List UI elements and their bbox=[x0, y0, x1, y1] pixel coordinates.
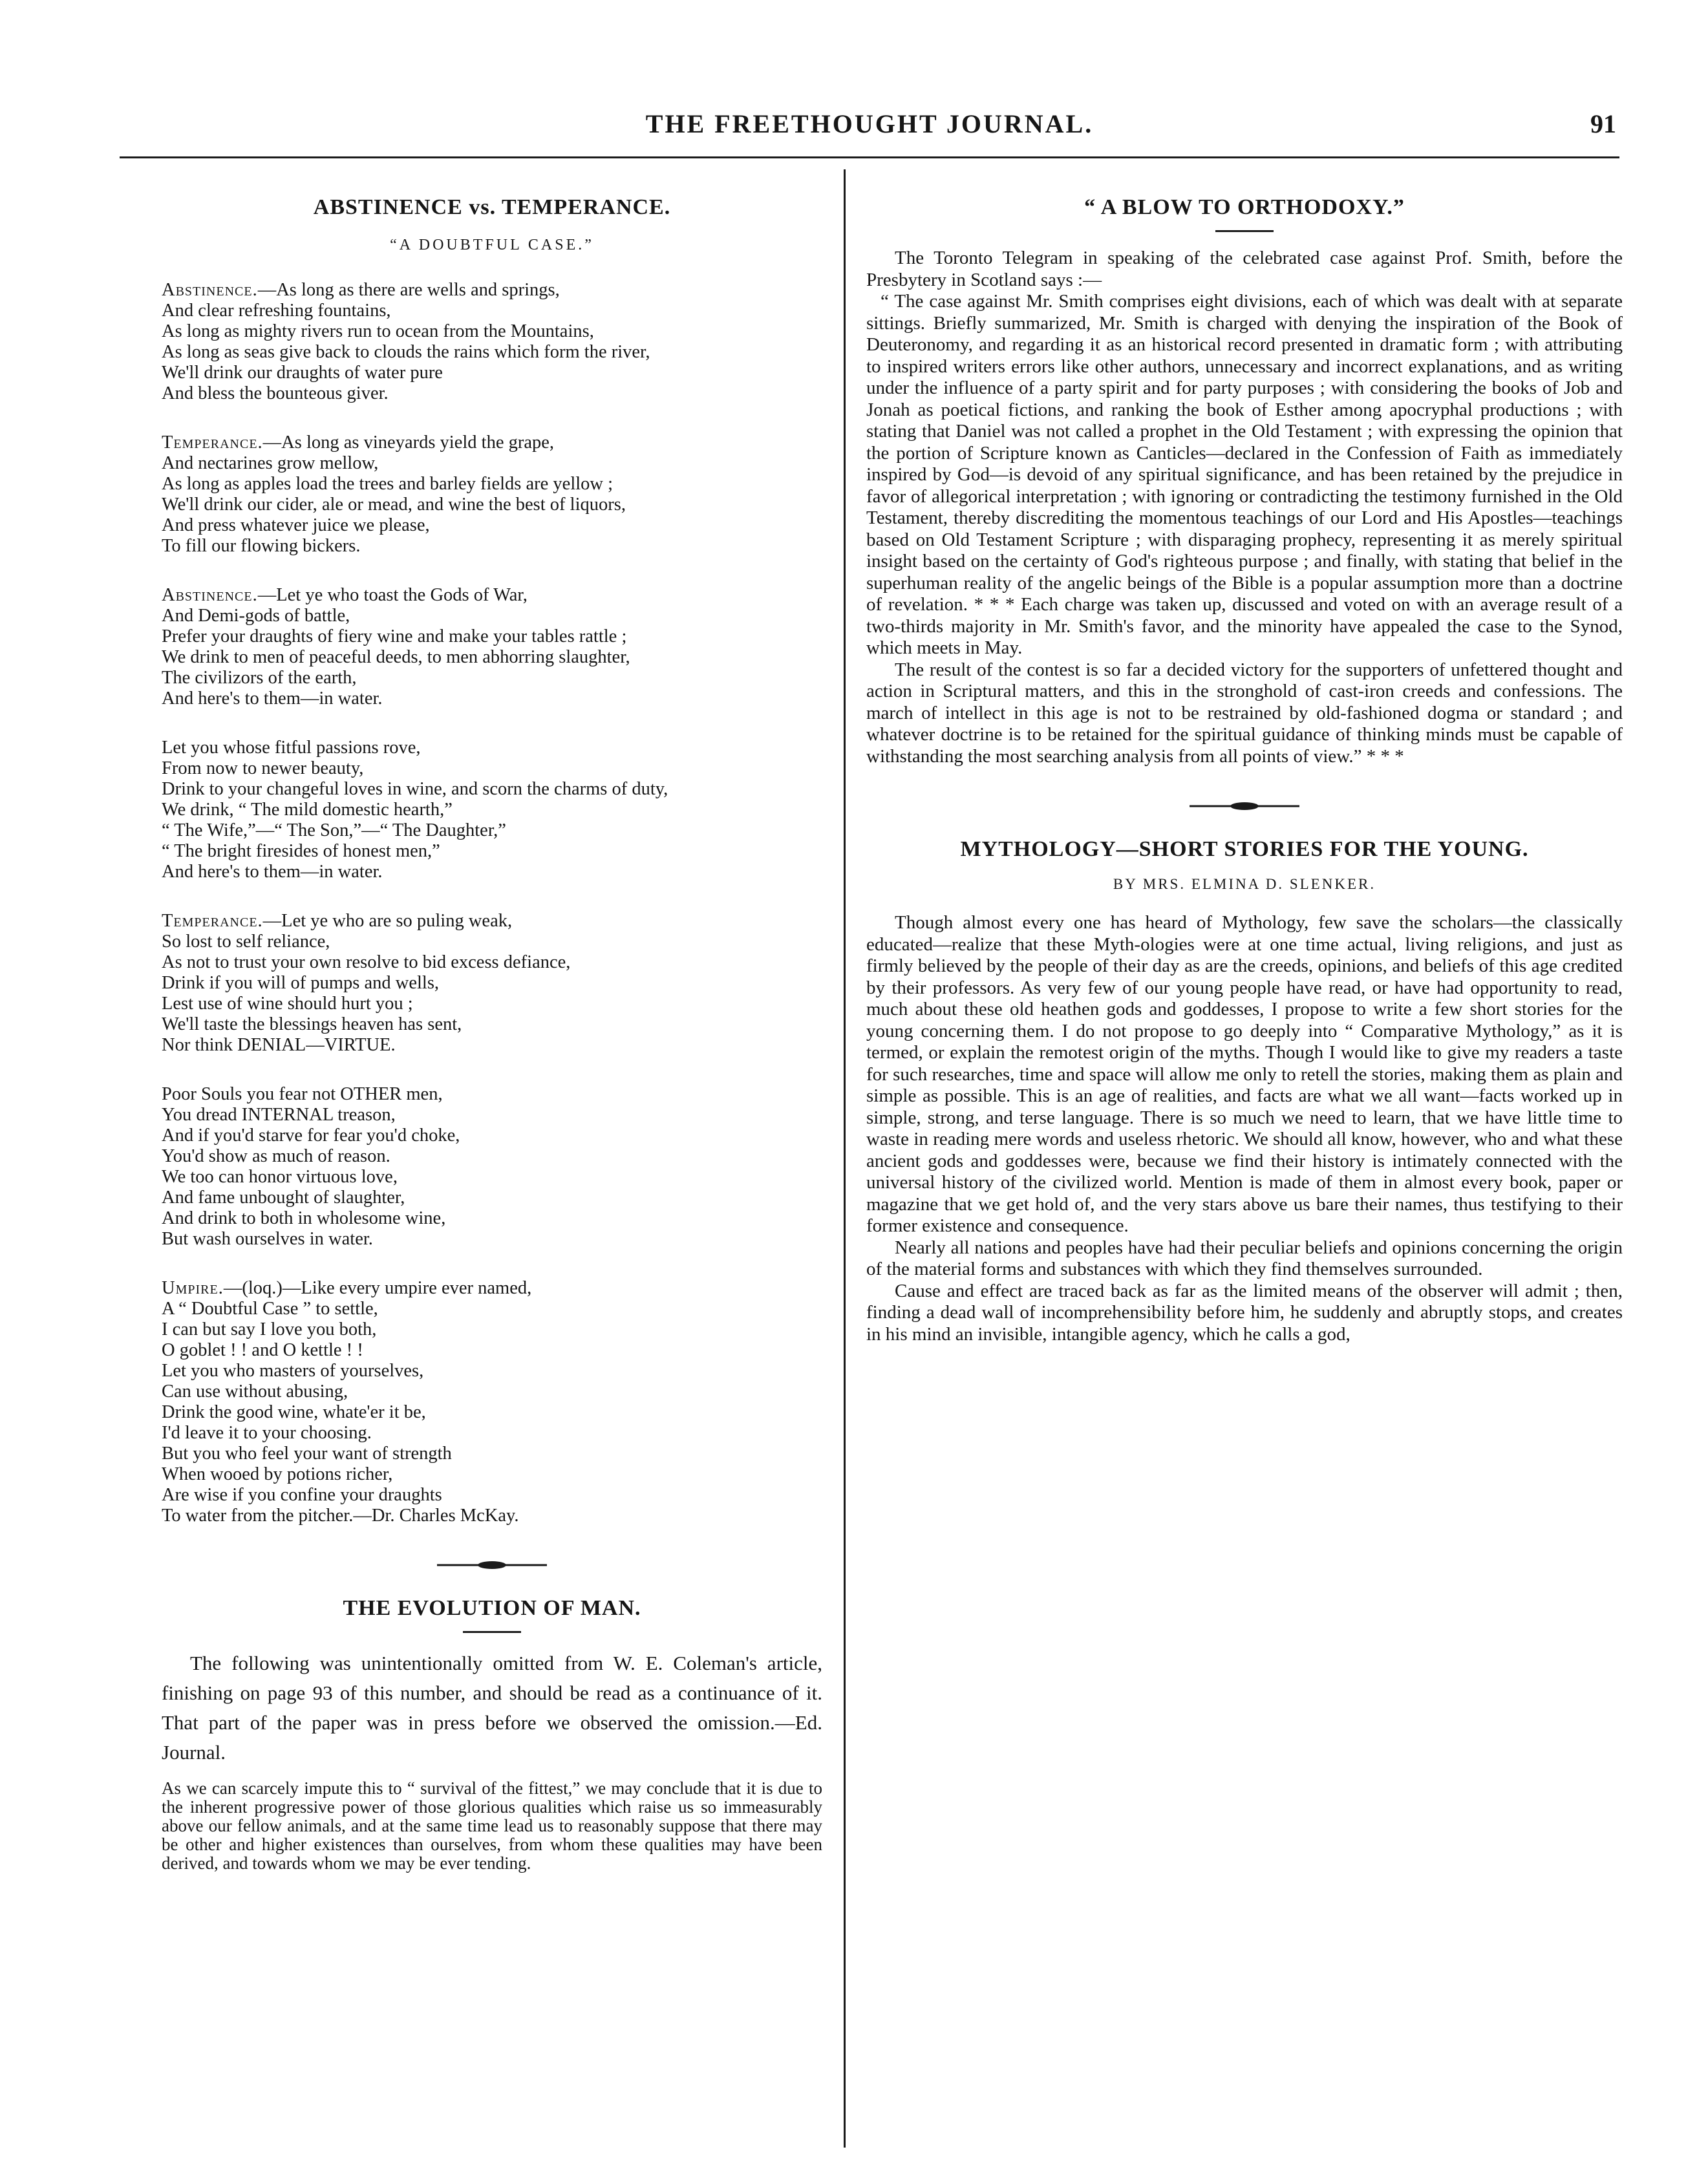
poem-line-text: We drink to men of peaceful deeds, to men abhorring slaughter, bbox=[162, 647, 630, 667]
poem-line bbox=[162, 1423, 822, 1444]
poem-line-text: —Let ye who toast the Gods of War, bbox=[257, 585, 528, 605]
poem-line-text: Drink if you will of pumps and wells, bbox=[162, 973, 440, 993]
poem-line bbox=[162, 383, 822, 404]
poem-line-text: We drink, “ The mild domestic hearth,” bbox=[162, 800, 453, 820]
poem-line bbox=[162, 1035, 822, 1056]
poem-line bbox=[162, 1402, 822, 1423]
myth-paragraph: Though almost every one has heard of Mythology, few save the scholars—the classically educated—realize that these Myth-ologies were at one time actual, living religions, and just as firmly believed by the people of their day as are the creeds, opinions, and beliefs of this age credited by their professors. As very few of our young people have read, or have had opportunity to read, much about these old heathen gods and goddesses, I propose to write a few short stories for the young concerning them. I do not propose to go deeply into “ Comparative Mythology,” as it is termed, or explain the remotest origin of the myths. Though I would like to give my readers a taste for such researches, time and space will allow me only to retell the stories, making them as plain and simple as possible. This is an age of realities, and facts are what we all want—facts worked up in simple, strong, and terse language. There is so much we need to learn, that we have little time to waste in reading mere words and useless rhetoric. We should all know, however, who and what these ancient gods and goddesses were, because we find their history is intimately connected with the universal history of the civilized world. Mention is made of them in almost every book, paper or magazine that we get hold of, and the very stars above us bare their names, thus testifying to their former existence and consequence. bbox=[866, 912, 1623, 1236]
right-column bbox=[866, 169, 1623, 1345]
poem-line-text: We'll drink our cider, ale or mead, and wine the best of liquors, bbox=[162, 495, 626, 515]
myth-paragraph: Nearly all nations and peoples have had their peculiar beliefs and opinions concerning the origin of the material forms and substances with which they find themselves surrounded. bbox=[866, 1237, 1623, 1279]
poem-line bbox=[162, 342, 822, 363]
poem-line-text: “ The Wife,”—“ The Son,”—“ The Daughter,” bbox=[162, 820, 506, 840]
poem-body bbox=[162, 280, 822, 1526]
poem-line bbox=[162, 1084, 822, 1105]
poem-stanza bbox=[162, 432, 822, 557]
poem-line-text: O goblet ! ! and O kettle ! ! bbox=[162, 1340, 363, 1360]
poem-line bbox=[162, 606, 822, 626]
header-rule bbox=[120, 156, 1619, 158]
poem-line bbox=[162, 1167, 822, 1188]
poem-line-text: I'd leave it to your choosing. bbox=[162, 1423, 372, 1443]
page-number: 91 bbox=[1590, 109, 1616, 138]
running-header bbox=[123, 109, 1616, 147]
poem-line bbox=[162, 453, 822, 474]
poem-line bbox=[162, 536, 822, 557]
blow-title: “ A BLOW TO ORTHODOXY.” bbox=[1084, 195, 1405, 219]
poem-line-text: I can but say I love you both, bbox=[162, 1319, 377, 1339]
poem-line-text: As long as apples load the trees and barley fields are yellow ; bbox=[162, 474, 614, 494]
poem-line bbox=[162, 474, 822, 495]
poem-line bbox=[162, 841, 822, 862]
poem-line-text: And bless the bounteous giver. bbox=[162, 383, 389, 403]
poem-stanza bbox=[162, 1278, 822, 1526]
poem-line bbox=[162, 1381, 822, 1402]
poem-line-text: You dread INTERNAL treason, bbox=[162, 1105, 396, 1125]
poem-line-text: A “ Doubtful Case ” to settle, bbox=[162, 1299, 378, 1319]
poem-line-text: And here's to them—in water. bbox=[162, 862, 383, 882]
poem-line bbox=[162, 738, 822, 758]
speaker-label: Temperance. bbox=[162, 432, 263, 453]
myth-byline: BY MRS. ELMINA D. SLENKER. bbox=[1113, 876, 1376, 892]
poem-line-text: When wooed by potions richer, bbox=[162, 1464, 393, 1484]
journal-title: THE FREETHOUGHT JOURNAL. bbox=[645, 109, 1094, 138]
poem-line-text: We too can honor virtuous love, bbox=[162, 1167, 398, 1187]
poem-line-text: Prefer your draughts of fiery wine and make your tables rattle ; bbox=[162, 626, 627, 646]
column-divider bbox=[844, 169, 846, 2148]
poem-stanza bbox=[162, 280, 822, 404]
poem-line bbox=[162, 911, 822, 932]
poem-line-text: So lost to self reliance, bbox=[162, 932, 330, 952]
poem-stanza bbox=[162, 585, 822, 709]
section-ornament bbox=[1190, 801, 1299, 811]
speaker-label: Abstinence. bbox=[162, 585, 258, 605]
poem-line-text: Drink the good wine, whate'er it be, bbox=[162, 1402, 426, 1422]
poem-subtitle: “A DOUBTFUL CASE.” bbox=[390, 237, 594, 253]
poem-line bbox=[162, 1485, 822, 1506]
poem-line-text: From now to newer beauty, bbox=[162, 758, 364, 778]
poem-stanza bbox=[162, 911, 822, 1056]
poem-line bbox=[162, 1444, 822, 1464]
myth-paragraph: Cause and effect are traced back as far as the limited means of the observer will admit ; then, finding a dead wall of incomprehensibility before him, he suddenly and abruptly stops, and creates in his mind an invisible, intangible agency, which he calls a god, bbox=[866, 1280, 1623, 1345]
poem-line-text: —As long as vineyards yield the grape, bbox=[262, 432, 555, 453]
poem-line-text: —(loq.)—Like every umpire ever named, bbox=[223, 1278, 532, 1298]
poem-line bbox=[162, 668, 822, 688]
poem-stanza bbox=[162, 1084, 822, 1250]
poem-line bbox=[162, 952, 822, 973]
poem-line bbox=[162, 932, 822, 952]
poem-stanza bbox=[162, 738, 822, 882]
poem-line-text: As long as seas give back to clouds the rains which form the river, bbox=[162, 342, 650, 362]
poem-line-text: And here's to them—in water. bbox=[162, 688, 383, 709]
speaker-label: Umpire. bbox=[162, 1278, 224, 1298]
poem-line-text: And drink to both in wholesome wine, bbox=[162, 1208, 446, 1228]
poem-line-text: As not to trust your own resolve to bid excess defiance, bbox=[162, 952, 571, 972]
poem-line bbox=[162, 515, 822, 536]
blow-quote: “ The case against Mr. Smith comprises eight divisions, each of which was dealt with at separate sittings. Briefly summarized, Mr. Smith is charged with denying the inspiration of the Book of Deuteronomy, and regarding it as an historical record presented in dramatic form ; with attributing to inspired writers errors like other authors, unnecessary and incorrect explanations, and as writing under the influence of a party spirit and for party purposes ; with considering the books of Job and Jonah as poetical fictions, and ranking the book of Esther among apocryphal productions ; with stating that Daniel was not called a prophet in the Old Testament ; with expressing the opinion that the portion of Scripture known as Canticles—declared in the Confession of Faith as immediately inspired by God—is devoid of any spiritual significance, and has been retained by the prejudice in favor of allegorical interpretation ; with ignoring or contradicting the testimony furnished in the Old Testament, thereby discrediting the momentous teachings of our Lord and His Apostles—teachings based on Old Testament Scripture ; with disparaging prophecy, representing it as merely spiritual insight based on the certainty of God's righteous purpose ; and finally, with stating that belief in the superhuman reality of the angelic beings of the Bible is a popular assumption more than a doctrine of revelation. * * * Each charge was taken up, discussed and voted on with an average result of a two-thirds majority in Mr. Smith's favor, and the minority have appealed the case to the Synod, which meets in May. bbox=[866, 291, 1623, 658]
speaker-label: Abstinence. bbox=[162, 280, 258, 300]
poem-line-text: We'll taste the blessings heaven has sent, bbox=[162, 1014, 462, 1034]
speaker-label: Temperance. bbox=[162, 911, 263, 931]
poem-line-text: And press whatever juice we please, bbox=[162, 515, 430, 535]
poem-line bbox=[162, 688, 822, 709]
poem-line-text: And fame unbought of slaughter, bbox=[162, 1188, 405, 1208]
poem-line-text: But you who feel your want of strength bbox=[162, 1444, 452, 1464]
poem-line bbox=[162, 1188, 822, 1208]
poem-line bbox=[162, 1014, 822, 1035]
poem-line bbox=[162, 1340, 822, 1361]
poem-line bbox=[162, 301, 822, 321]
poem-line bbox=[162, 432, 822, 453]
evolution-body: As we can scarcely impute this to “ survival of the fittest,” we may conclude that it is due to the inherent progressive power of those glorious qualities which raise us so immeasurably above our fellow animals, and at the same time lead us to reasonably suppose that there may be other and higher existences than ourselves, from whom these qualities may have been derived, and towards whom we may be ever tending. bbox=[162, 1778, 822, 1873]
poem-line-text: Are wise if you confine your draughts bbox=[162, 1485, 442, 1505]
poem-line-text: Nor think DENIAL—VIRTUE. bbox=[162, 1035, 396, 1055]
title-rule bbox=[1215, 230, 1274, 232]
left-column bbox=[162, 169, 822, 1884]
blow-closing: The result of the contest is so far a decided victory for the supporters of unfettered thought and action in Scriptural matters, and this in the stronghold of cast-iron creeds and confessions. The march of intellect in this age is not to be restrained by old-fashioned dogma or standard ; and whatever doctrine is to be retained for the spiritual guidance of thinking minds must be capable of withstanding the most searching analysis from all points of view.” * * * bbox=[866, 659, 1623, 767]
poem-line-text: We'll drink our draughts of water pure bbox=[162, 363, 443, 383]
poem-line bbox=[162, 495, 822, 515]
poem-line bbox=[162, 1229, 822, 1250]
poem-line bbox=[162, 862, 822, 882]
blow-intro: The Toronto Telegram in speaking of the celebrated case against Prof. Smith, before the Presbytery in Scotland says :— bbox=[866, 248, 1623, 290]
poem-line-text: Can use without abusing, bbox=[162, 1381, 348, 1402]
poem-line-text: And nectarines grow mellow, bbox=[162, 453, 379, 473]
poem-line-text: The civilizors of the earth, bbox=[162, 668, 357, 688]
poem-line bbox=[162, 1125, 822, 1146]
poem-line bbox=[162, 647, 822, 668]
evolution-title: THE EVOLUTION OF MAN. bbox=[343, 1596, 641, 1620]
poem-line bbox=[162, 994, 822, 1014]
poem-line-text: Let you who masters of yourselves, bbox=[162, 1361, 424, 1381]
poem-line bbox=[162, 626, 822, 647]
poem-line-text: To water from the pitcher.—Dr. Charles McKay. bbox=[162, 1506, 519, 1526]
poem-line bbox=[162, 1319, 822, 1340]
poem-line-text: “ The bright firesides of honest men,” bbox=[162, 841, 440, 861]
poem-line bbox=[162, 973, 822, 994]
evolution-intro: The following was unintentionally omitted from W. E. Coleman's article, finishing on page 93 of this number, and should be read as a continuance of it. That part of the paper was in press before we observed the omission.—Ed. Journal. bbox=[162, 1652, 822, 1764]
poem-line-text: And if you'd starve for fear you'd choke, bbox=[162, 1125, 460, 1146]
poem-line bbox=[162, 1105, 822, 1125]
poem-line-text: Lest use of wine should hurt you ; bbox=[162, 994, 413, 1014]
poem-line bbox=[162, 800, 822, 820]
poem-line bbox=[162, 758, 822, 779]
poem-line-text: Poor Souls you fear not OTHER men, bbox=[162, 1084, 443, 1104]
poem-line bbox=[162, 820, 822, 841]
poem-line-text: As long as mighty rivers run to ocean from the Mountains, bbox=[162, 321, 594, 341]
poem-line bbox=[162, 1146, 822, 1167]
poem-line bbox=[162, 363, 822, 383]
title-rule bbox=[463, 1631, 521, 1633]
poem-line-text: Let you whose fitful passions rove, bbox=[162, 738, 421, 758]
poem-line-text: —As long as there are wells and springs, bbox=[257, 280, 560, 300]
poem-line-text: You'd show as much of reason. bbox=[162, 1146, 390, 1166]
poem-line bbox=[162, 585, 822, 606]
poem-line bbox=[162, 1506, 822, 1526]
poem-line-text: To fill our flowing bickers. bbox=[162, 536, 361, 556]
poem-line bbox=[162, 1464, 822, 1485]
poem-line bbox=[162, 779, 822, 800]
poem-line bbox=[162, 1208, 822, 1229]
section-ornament bbox=[437, 1560, 547, 1570]
poem-line bbox=[162, 280, 822, 301]
poem-line bbox=[162, 1361, 822, 1381]
poem-line bbox=[162, 1299, 822, 1319]
poem-line-text: And clear refreshing fountains, bbox=[162, 301, 391, 321]
poem-line bbox=[162, 1278, 822, 1299]
poem-line-text: Drink to your changeful loves in wine, and scorn the charms of duty, bbox=[162, 779, 668, 799]
poem-line-text: But wash ourselves in water. bbox=[162, 1229, 373, 1249]
poem-line-text: And Demi-gods of battle, bbox=[162, 606, 350, 626]
poem-line-text: —Let ye who are so puling weak, bbox=[262, 911, 513, 931]
poem-title: ABSTINENCE vs. TEMPERANCE. bbox=[313, 195, 671, 219]
myth-title: MYTHOLOGY—SHORT STORIES FOR THE YOUNG. bbox=[960, 837, 1529, 861]
poem-line bbox=[162, 321, 822, 342]
